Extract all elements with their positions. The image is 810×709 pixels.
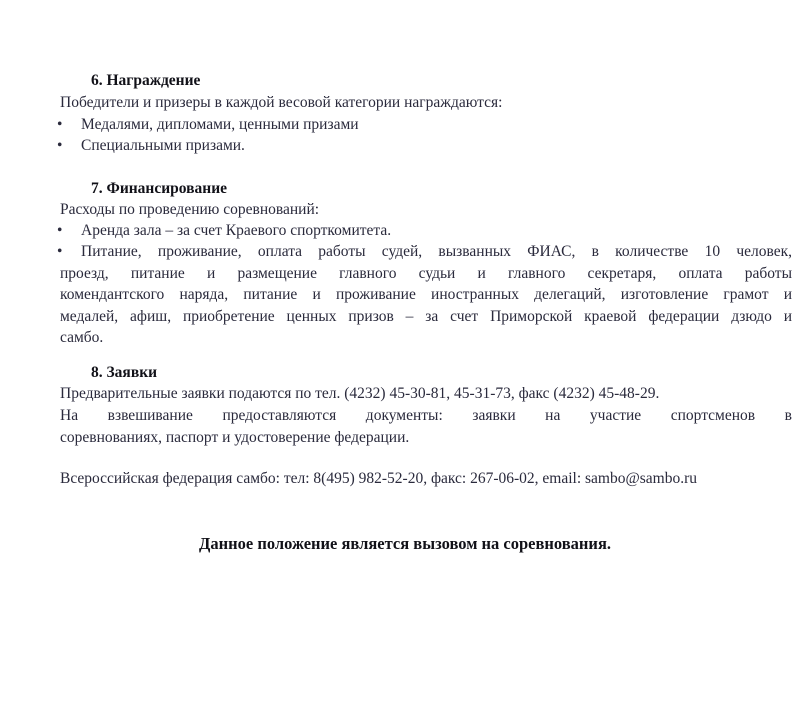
paragraph-line: соревнованиях, паспорт и удостоверение федерации. bbox=[60, 428, 410, 446]
bullet-icon: • bbox=[57, 222, 63, 239]
bullet-icon: • bbox=[57, 116, 63, 133]
paragraph-line: самбо. bbox=[60, 329, 104, 346]
paragraph-line: комендантского наряда, питание и проживание иностранных делегаций, изготовление грамот и bbox=[60, 286, 792, 303]
section-7-intro: Расходы по проведению соревнований: bbox=[60, 201, 320, 218]
section-7-bullet-1 bbox=[57, 220, 391, 242]
bullet-text: Специальными призами. bbox=[81, 137, 245, 154]
section-8-preliminary-applications: Предварительные заявки подаются по тел. (4232) 45-30-81, 45-31-73, факс (4232) 45-48-29. bbox=[60, 385, 660, 402]
paragraph-line: На взвешивание предоставляются документы: заявки на участие спортсменов в bbox=[60, 407, 792, 424]
section-6-intro: Победители и призеры в каждой весовой категории награждаются: bbox=[60, 94, 503, 111]
section-7-bullet-2-paragraph bbox=[60, 241, 792, 349]
paragraph-line: проезд, питание и размещение главного судьи и главного секретаря, оплата работы bbox=[60, 264, 792, 282]
section-6-heading: 6. Награждение bbox=[91, 72, 201, 89]
section-7-heading: 7. Финансирование bbox=[91, 180, 228, 197]
bullet-text: Медалями, дипломами, ценными призами bbox=[81, 116, 359, 133]
bullet-icon: • bbox=[57, 137, 63, 154]
paragraph-line: Питание, проживание, оплата работы судей, вызванных ФИАС, в количестве 10 человек, bbox=[81, 243, 792, 260]
section-6-bullet-1 bbox=[57, 114, 359, 136]
closing-statement: Данное положение является вызовом на соревнования. bbox=[199, 534, 611, 553]
paragraph-line: медалей, афиш, приобретение ценных призов – за счет Приморской краевой федерации дзюдо и bbox=[60, 307, 792, 325]
section-8-heading: 8. Заявки bbox=[91, 364, 158, 381]
section-8-weighin-paragraph bbox=[60, 405, 792, 448]
bullet-text: Аренда зала – за счет Краевого спорткомитета. bbox=[81, 222, 392, 239]
section-6-bullet-2 bbox=[57, 135, 245, 157]
bullet-icon: • bbox=[57, 243, 63, 260]
federation-contact: Всероссийская федерация самбо: тел: 8(495) 982-52-20, факс: 267-06-02, email: sambo@sambo.ru bbox=[60, 470, 698, 487]
